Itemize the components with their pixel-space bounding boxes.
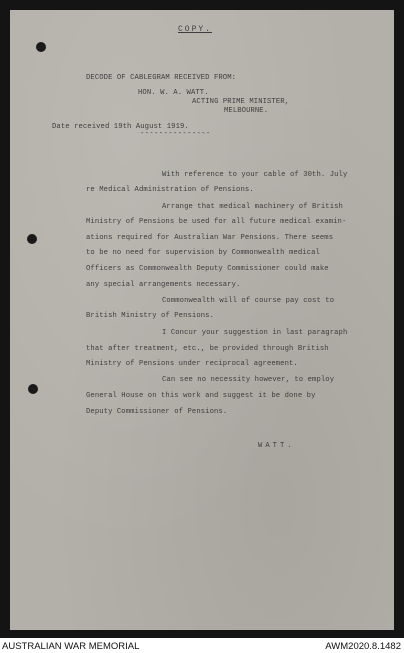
heading-line: MELBOURNE. xyxy=(224,107,269,115)
body-line: General House on this work and suggest it be done by xyxy=(86,392,316,400)
date-received: Date received 19th August 1919. xyxy=(52,123,189,131)
footer-accession-number: AWM2020.8.1482 xyxy=(325,641,401,652)
footer-institution: AUSTRALIAN WAR MEMORIAL xyxy=(2,641,140,652)
body-line: With reference to your cable of 30th. July xyxy=(162,171,348,179)
body-line: Ministry of Pensions under reciprocal agreement. xyxy=(86,360,298,368)
body-line: Officers as Commonwealth Deputy Commissioner could make xyxy=(86,265,329,273)
body-line: Deputy Commissioner of Pensions. xyxy=(86,408,228,416)
body-line: I Concur your suggestion in last paragraph xyxy=(162,329,348,337)
heading-line: HON. W. A. WATT. xyxy=(138,89,209,97)
body-line: that after treatment, etc., be provided through British xyxy=(86,345,329,353)
signature: WATT. xyxy=(258,442,295,450)
body-line: Commonwealth will of course pay cost to xyxy=(162,297,335,305)
body-line: ations required for Australian War Pensions. There seems xyxy=(86,234,334,242)
heading-line: DECODE OF CABLEGRAM RECEIVED FROM: xyxy=(86,74,237,82)
punch-hole xyxy=(28,384,38,394)
punch-hole xyxy=(36,42,46,52)
body-line: Arrange that medical machinery of British xyxy=(162,203,343,211)
body-line: Ministry of Pensions be used for all future medical examin- xyxy=(86,218,347,226)
date-underline: --------------- xyxy=(140,130,211,138)
body-line: British Ministry of Pensions. xyxy=(86,312,214,320)
body-line: any special arrangements necessary. xyxy=(86,281,241,289)
body-line: Can see no necessity however, to employ xyxy=(162,376,335,384)
document-page xyxy=(10,10,394,630)
punch-hole xyxy=(27,234,37,244)
body-line: re Medical Administration of Pensions. xyxy=(86,186,254,194)
body-line: to be no need for supervision by Commonwealth medical xyxy=(86,249,320,257)
document-title: COPY. xyxy=(178,25,213,34)
heading-line: ACTING PRIME MINISTER, xyxy=(192,98,290,106)
